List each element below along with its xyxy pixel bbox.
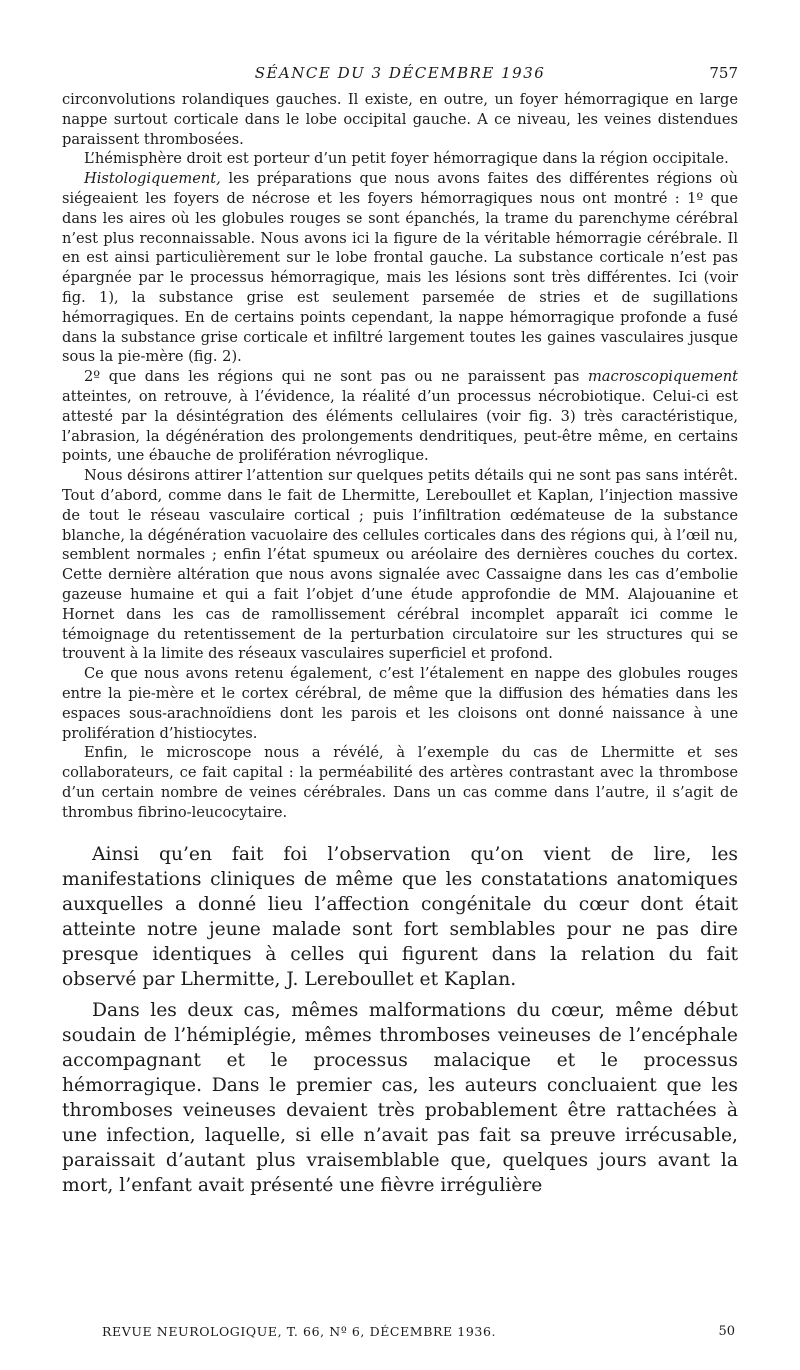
paragraph: Ainsi qu’en fait foi l’observation qu’on vient de lire, les manifestations cliniques de même que les constatations anatomiques auxquelles a donné lieu l’affection congénitale du cœur dont était atteinte notre jeune malade sont fort semblables pour ne pas dire presque identiques à celles qui figurent dans la relation du fait observé par Lhermitte, J. Lereboullet et Kaplan.	[62, 844, 738, 991]
paragraph: Dans les deux cas, mêmes malformations du cœur, même début soudain de l’hémiplégie, mêmes thromboses veineuses de l’encéphale accompagnant et le processus malacique et le processus hémorragique. Dans le premier cas, les auteurs concluaient que les thromboses veineuses devaient très probablement être rattachées à une infection, laquelle, si elle n’avait pas fait sa preuve irrécusable, paraissait d’autant plus vraisemblable que, quelques jours avant la mort, l’enfant avait présenté une fièvre irrégulière	[62, 1000, 738, 1197]
footer	[102, 1324, 735, 1346]
small-print-section	[62, 90, 738, 822]
signature-number: 50	[718, 1324, 735, 1339]
journal-reference: REVUE NEUROLOGIQUE, T. 66, Nº 6, DÉCEMBRE 1936.	[102, 1324, 497, 1339]
paragraph-text: les préparations que nous avons faites des différentes régions où siégeaient les foyers de nécrose et les foyers hémorragiques nous ont montré : 1º que dans les aires où les globules rouges se sont épanchés, la trame du parenchyme cérébral n’est plus reconnaissable. Nous avons ici la figure de la véritable hémorragie cérébrale. Il en est ainsi particulièrement sur le lobe frontal gauche. La substance corticale n’est pas épargnée par le processus hémorragique, mais les lésions sont très différentes. Ici (voir fig. 1), la substance grise est seulement parsemée de stries et de sugillations hémorragiques. En de certains points cependant, la nappe hémorragique profonde a fusé dans la substance grise corticale et infiltré largement toutes les gaines vasculaires jusque sous la pie-mère (fig. 2).	[62, 170, 738, 366]
paragraph	[62, 169, 738, 367]
italic-lead: Histologiquement,	[84, 170, 221, 188]
paragraph-text: 2º que dans les régions qui ne sont pas ou ne paraissent pas	[84, 368, 588, 386]
page	[62, 60, 738, 1204]
italic-word: macroscopiquement	[587, 368, 738, 386]
paragraph: Enfin, le microscope nous a révélé, à l’exemple du cas de Lhermitte et ses collaborateurs, ce fait capital : la perméabilité des artères contrastant avec la thrombose d’un certain nombre de veines cérébrales. Dans un cas comme dans l’autre, il s’agit de thrombus fibrino-leucocytaire.	[62, 744, 738, 821]
paragraph: circonvolutions rolandiques gauches. Il existe, en outre, un foyer hémorragique en large nappe surtout corticale dans le lobe occipital gauche. A ce niveau, les veines distendues paraissent thrombosées.	[62, 91, 738, 148]
page-number: 757	[709, 64, 738, 82]
paragraph: L’hémisphère droit est porteur d’un petit foyer hémorragique dans la région occipitale.	[84, 150, 729, 168]
running-head	[62, 60, 738, 90]
paragraph-text: atteintes, on retrouve, à l’évidence, la réalité d’un processus nécrobiotique. Celui-ci est attesté par la désintégration des éléments cellulaires (voir fig. 3) très caractéristique, l’abrasion, la dégénération des prolongements dendritiques, peut-être même, en certains points, une ébauche de prolifération névroglique.	[62, 387, 738, 465]
running-title: SÉANCE DU 3 DÉCEMBRE 1936	[254, 64, 546, 82]
paragraph: Ce que nous avons retenu également, c’est l’étalement en nappe des globules rouges entre la pie-mère et le cortex cérébral, de même que la diffusion des hématies dans les espaces sous-arachnoïdiens dont les parois et les cloisons ont donné naissance à une prolifération d’histiocytes.	[62, 665, 738, 742]
paragraph: Nous désirons attirer l’attention sur quelques petits détails qui ne sont pas sans intérêt. Tout d’abord, comme dans le fait de Lhermitte, Lereboullet et Kaplan, l’injection massive de tout le réseau vasculaire cortical ; puis l’infiltration œdémateuse de la substance blanche, la dégénération vacuolaire des cellules corticales dans des régions qui, à l’œil nu, semblent normales ; enfin l’état spumeux ou aréolaire des dernières couches du cortex. Cette dernière altération que nous avons signalée avec Cassaigne dans les cas d’embolie gazeuse humaine et qui a fait l’objet d’une étude approfondie de MM. Alajouanine et Hornet dans les cas de ramollissement cérébral incomplet apparaît ici comme le témoignage du retentissement de la perturbation circulatoire sur les structures qui se trouvent à la limite des réseaux vasculaires superficiel et profond.	[62, 467, 738, 663]
paragraph	[62, 367, 738, 466]
main-text-section	[62, 842, 738, 1198]
